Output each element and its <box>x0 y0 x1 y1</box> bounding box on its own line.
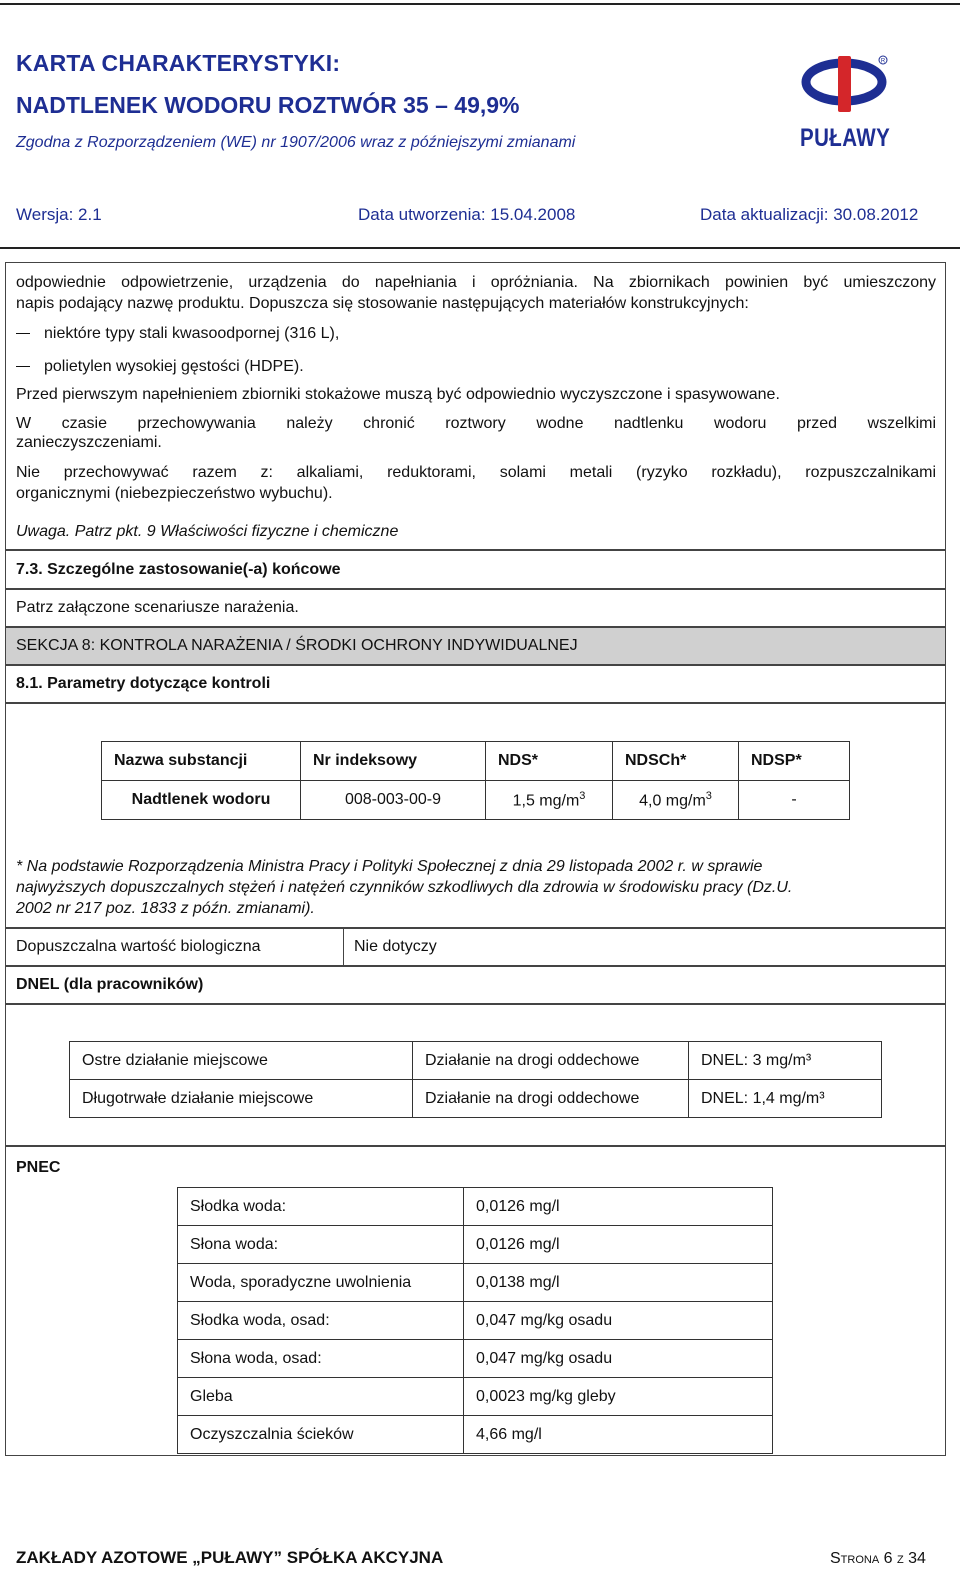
bullet-hdpe: polietylen wysokiej gęstości (HDPE). <box>44 358 304 375</box>
pnec-table <box>177 1187 773 1454</box>
footnote-line1: * Na podstawie Rozporządzenia Ministra Pracy i Polityki Społecznej z dnia 29 listopada 2002 r. w sprawie <box>16 858 763 875</box>
document-title: KARTA CHARAKTERYSTYKI: <box>16 50 341 76</box>
footnote-line2: najwyższych dopuszczalnych stężeń i natężeń czynników szkodliwych dla zdrowia w środowisku pracy (Dz.U. <box>16 879 793 896</box>
pnec-compartment: Słodka woda: <box>178 1188 464 1226</box>
pnec-value: 4,66 mg/l <box>464 1416 773 1454</box>
pnec-row <box>178 1378 773 1416</box>
dnel-row <box>70 1080 882 1118</box>
storage-para4-line2: organicznymi (niebezpieczeństwo wybuchu). <box>16 485 333 502</box>
storage-para3-line2: zanieczyszczeniami. <box>16 434 162 451</box>
bullet-dash <box>16 333 30 334</box>
cell-substance: Nadtlenek wodoru <box>102 781 301 820</box>
storage-para2: Przed pierwszym napełnieniem zbiorniki stokażowe muszą być odpowiednio wyczyszczone i spasywowane. <box>16 386 780 403</box>
pnec-row <box>178 1340 773 1378</box>
footnote-line3: 2002 nr 217 poz. 1833 z późn. zmianami). <box>16 900 315 917</box>
logo-wordmark: PUŁAWY <box>800 124 891 152</box>
pnec-heading: PNEC <box>16 1159 61 1176</box>
pnec-row <box>178 1302 773 1340</box>
col-substance-name: Nazwa substancji <box>102 742 301 781</box>
svg-text:R: R <box>880 58 886 65</box>
nds-value: 1,5 mg/m <box>512 792 580 810</box>
creation-date: Data utworzenia: 15.04.2008 <box>358 205 576 224</box>
bullet-dash <box>16 366 30 367</box>
cell-nds <box>486 781 613 820</box>
ndsch-value: 4,0 mg/m <box>639 792 706 810</box>
top-rule <box>0 3 960 5</box>
pnec-row <box>178 1264 773 1302</box>
col-ndsch: NDSCh* <box>613 742 739 781</box>
dnel-row <box>70 1042 882 1080</box>
section-8-title: SEKCJA 8: KONTROLA NARAŻENIA / ŚRODKI OCHRONY INDYWIDUALNEJ <box>16 637 578 654</box>
section-8-1-heading: 8.1. Parametry dotyczące kontroli <box>16 675 271 692</box>
pnec-row <box>178 1226 773 1264</box>
storage-note: Uwaga. Patrz pkt. 9 Właściwości fizyczne i chemiczne <box>16 523 399 540</box>
dnel-value: DNEL: 1,4 mg/m³ <box>689 1080 882 1118</box>
pnec-compartment: Woda, sporadyczne uwolnienia <box>178 1264 464 1302</box>
regulation-subtitle: Zgodna z Rozporządzeniem (WE) nr 1907/2006 wraz z późniejszymi zmianami <box>16 134 576 151</box>
storage-para3-line1: W czasie przechowywania należy chronić roztwory wodne nadtlenku wodoru przed wszelkimi <box>16 415 936 432</box>
pnec-compartment: Oczyszczalnia ścieków <box>178 1416 464 1454</box>
bullet-steel: niektóre typy stali kwasoodpornej (316 L), <box>44 325 340 342</box>
dnel-route: Działanie na drogi oddechowe <box>413 1042 689 1080</box>
header-separator <box>0 247 960 249</box>
pnec-value: 0,0126 mg/l <box>464 1226 773 1264</box>
pnec-row <box>178 1416 773 1454</box>
pulawy-logo <box>800 52 900 162</box>
storage-para1-line1: odpowiednie odpowietrzenie, urządzenia do napełniania i opróżniania. Na zbiornikach powinien być umieszczony <box>16 274 936 291</box>
storage-para4-line1: Nie przechowywać razem z: alkaliami, reduktorami, solami metali (ryzyko rozkładu), rozpuszczalnikami <box>16 464 936 481</box>
pnec-compartment: Słona woda: <box>178 1226 464 1264</box>
pnec-value: 0,0126 mg/l <box>464 1188 773 1226</box>
dnel-heading: DNEL (dla pracowników) <box>16 976 204 993</box>
limits-table <box>101 741 850 820</box>
pnec-value: 0,0138 mg/l <box>464 1264 773 1302</box>
storage-para1-line2: napis podający nazwę produktu. Dopuszcza się stosowanie następujących materiałów konstrukcyjnych: <box>16 295 749 312</box>
dnel-value: DNEL: 3 mg/m³ <box>689 1042 882 1080</box>
product-title: NADTLENEK WODORU ROZTWÓR 35 – 49,9% <box>16 92 520 118</box>
pnec-value: 0,047 mg/kg osadu <box>464 1302 773 1340</box>
biological-value: Nie dotyczy <box>354 938 437 955</box>
dnel-effect: Ostre działanie miejscowe <box>70 1042 413 1080</box>
dnel-route: Działanie na drogi oddechowe <box>413 1080 689 1118</box>
col-nds: NDS* <box>486 742 613 781</box>
biological-label: Dopuszczalna wartość biologiczna <box>16 938 261 955</box>
ndsch-unit-exponent: 3 <box>705 789 712 802</box>
section-7-3-heading: 7.3. Szczególne zastosowanie(-a) końcowe <box>16 561 341 578</box>
pnec-value: 0,0023 mg/kg gleby <box>464 1378 773 1416</box>
limits-header-row <box>102 742 850 781</box>
limits-data-row <box>102 781 850 820</box>
dnel-effect: Długotrwałe działanie miejscowe <box>70 1080 413 1118</box>
cell-index: 008-003-00-9 <box>301 781 486 820</box>
col-ndsp: NDSP* <box>739 742 850 781</box>
pnec-compartment: Słodka woda, osad: <box>178 1302 464 1340</box>
cell-ndsp: - <box>739 781 850 820</box>
pnec-value: 0,047 mg/kg osadu <box>464 1340 773 1378</box>
biological-divider <box>343 928 344 966</box>
pnec-compartment: Słona woda, osad: <box>178 1340 464 1378</box>
pnec-compartment: Gleba <box>178 1378 464 1416</box>
dnel-table <box>69 1041 882 1118</box>
nds-unit-exponent: 3 <box>579 789 586 802</box>
pulawy-emblem-icon <box>800 52 900 122</box>
pnec-row <box>178 1188 773 1226</box>
col-index-number: Nr indeksowy <box>301 742 486 781</box>
page-number: Strona 6 z 34 <box>830 1550 926 1567</box>
footer-company: ZAKŁADY AZOTOWE „PUŁAWY” SPÓŁKA AKCYJNA <box>16 1548 444 1567</box>
version: Wersja: 2.1 <box>16 205 102 224</box>
cell-ndsch <box>613 781 739 820</box>
update-date: Data aktualizacji: 30.08.2012 <box>700 205 919 224</box>
section-7-3-text: Patrz załączone scenariusze narażenia. <box>16 599 299 616</box>
